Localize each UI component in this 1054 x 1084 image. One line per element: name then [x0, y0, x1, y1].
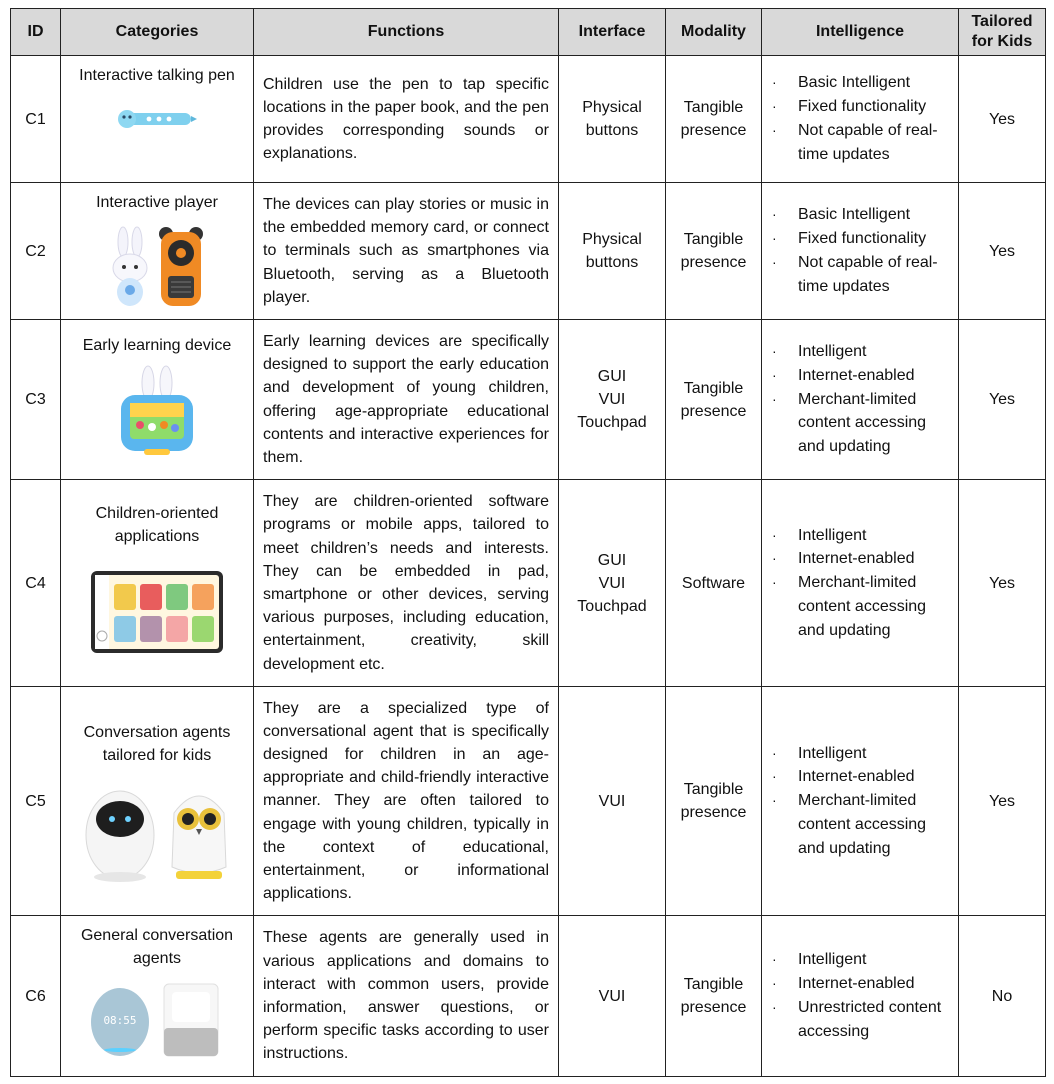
- table-row: [11, 56, 1046, 183]
- smart-speaker-sphere-icon: [90, 982, 150, 1058]
- category-label: Children-oriented applications: [95, 505, 219, 545]
- intelligence-cell: [762, 183, 959, 320]
- header-modality: Modality: [666, 9, 762, 56]
- modality-cell: Tangible presence: [666, 56, 762, 183]
- category-label: Interactive talking pen: [79, 67, 235, 84]
- category-cell: [61, 687, 254, 916]
- intelligence-item: · Not capable of real-time updates: [772, 119, 950, 167]
- category-cell: [61, 56, 254, 183]
- header-functions: Functions: [254, 9, 559, 56]
- header-id: ID: [11, 9, 61, 56]
- header-interface: Interface: [559, 9, 666, 56]
- orange-player-icon: [158, 226, 204, 308]
- table-row: [11, 183, 1046, 320]
- bunny-learning-tablet-icon: [118, 365, 196, 457]
- row-id: C6: [11, 916, 61, 1077]
- category-label: Interactive player: [96, 194, 218, 211]
- table-row: [11, 687, 1046, 916]
- intelligence-item: · Fixed functionality: [772, 95, 950, 119]
- interface-cell: VUI: [559, 687, 666, 916]
- intelligence-item: · Fixed functionality: [772, 227, 950, 251]
- intelligence-cell: [762, 320, 959, 480]
- category-cell: [61, 183, 254, 320]
- rabbit-player-icon: [110, 226, 150, 308]
- intelligence-item: · Merchant-limited content accessing and updating: [772, 388, 950, 459]
- kids-app-tablet-icon: [90, 570, 224, 654]
- intelligence-item: · Internet-enabled: [772, 547, 950, 571]
- intelligence-item: · Intelligent: [772, 524, 950, 548]
- owl-agent-icon: [166, 783, 232, 883]
- intelligence-item: · Intelligent: [772, 948, 950, 972]
- robot-agent-icon: [82, 783, 158, 883]
- header-tailored: [959, 9, 1046, 56]
- intelligence-item: · Unrestricted content accessing: [772, 996, 950, 1044]
- modality-cell: Tangible presence: [666, 687, 762, 916]
- header-row: [11, 9, 1046, 56]
- tailored-cell: Yes: [959, 183, 1046, 320]
- interface-cell: Physical buttons: [559, 183, 666, 320]
- category-cell: [61, 480, 254, 687]
- functions-cell: The devices can play stories or music in the embedded memory card, or connect to terminals such as smartphones via Bluetooth, serving as a Bluetooth player.: [254, 183, 559, 320]
- category-cell: [61, 916, 254, 1077]
- category-label: Conversation agents tailored for kids: [83, 724, 231, 764]
- intelligence-cell: [762, 916, 959, 1077]
- intelligence-cell: [762, 687, 959, 916]
- tailored-cell: Yes: [959, 687, 1046, 916]
- intelligence-item: · Internet-enabled: [772, 765, 950, 789]
- functions-cell: These agents are generally used in various applications and domains to interact with common users, provide information, answer questions, or perform specific tasks according to user instructions.: [254, 916, 559, 1077]
- interface-cell: GUI VUI Touchpad: [559, 480, 666, 687]
- intelligence-item: · Internet-enabled: [772, 364, 950, 388]
- intelligence-item: · Merchant-limited content accessing and updating: [772, 571, 950, 642]
- category-label: Early learning device: [82, 337, 232, 354]
- intelligence-item: · Not capable of real-time updates: [772, 251, 950, 299]
- functions-cell: Children use the pen to tap specific locations in the paper book, and the pen provides corresponding sounds or explanations.: [254, 56, 559, 183]
- intelligence-cell: [762, 480, 959, 687]
- row-id: C5: [11, 687, 61, 916]
- functions-cell: Early learning devices are specifically designed to support the early education and development of young children, offering age-appropriate educational contents and interactive experiences for them.: [254, 320, 559, 480]
- modality-cell: Tangible presence: [666, 916, 762, 1077]
- category-cell: [61, 320, 254, 480]
- tailored-cell: Yes: [959, 56, 1046, 183]
- intelligence-item: · Merchant-limited content accessing and updating: [772, 789, 950, 860]
- functions-cell: They are a specialized type of conversational agent that is specifically designed for children in an age-appropriate and child-friendly interactive manner. They are often tailored to engage with young children, typically in the context of educational, entertainment, or informational applications.: [254, 687, 559, 916]
- tailored-cell: Yes: [959, 320, 1046, 480]
- interface-cell: Physical buttons: [559, 56, 666, 183]
- header-categories: Categories: [61, 9, 254, 56]
- tailored-cell: Yes: [959, 480, 1046, 687]
- intelligence-cell: [762, 56, 959, 183]
- modality-cell: Tangible presence: [666, 183, 762, 320]
- intelligence-item: · Intelligent: [772, 340, 950, 364]
- header-intelligence: Intelligence: [762, 9, 959, 56]
- interface-cell: GUI VUI Touchpad: [559, 320, 666, 480]
- row-id: C2: [11, 183, 61, 320]
- intelligence-item: · Internet-enabled: [772, 972, 950, 996]
- table-row: [11, 320, 1046, 480]
- svg-text:08:55: 08:55: [103, 1014, 137, 1027]
- intelligence-item: · Basic Intelligent: [772, 71, 950, 95]
- header-tailored-line2: for Kids: [971, 33, 1033, 50]
- modality-cell: Tangible presence: [666, 320, 762, 480]
- interface-cell: VUI: [559, 916, 666, 1077]
- row-id: C1: [11, 56, 61, 183]
- categories-table: [10, 8, 1046, 1077]
- row-id: C4: [11, 480, 61, 687]
- talking-pen-icon: [117, 107, 197, 131]
- intelligence-item: · Basic Intelligent: [772, 203, 950, 227]
- table-row: [11, 916, 1046, 1077]
- header-tailored-line1: Tailored: [971, 13, 1033, 30]
- modality-cell: Software: [666, 480, 762, 687]
- intelligence-item: · Intelligent: [772, 742, 950, 766]
- table-row: [11, 480, 1046, 687]
- smart-speaker-cylinder-icon: [158, 978, 224, 1058]
- category-label: General conversation agents: [80, 927, 234, 967]
- functions-cell: They are children-oriented software programs or mobile apps, tailored to meet children’s needs and interests. They can be embedded in pad, smartphone or other devices, serving various purposes, including education, entertainment, creativity, skill development etc.: [254, 480, 559, 687]
- tailored-cell: No: [959, 916, 1046, 1077]
- row-id: C3: [11, 320, 61, 480]
